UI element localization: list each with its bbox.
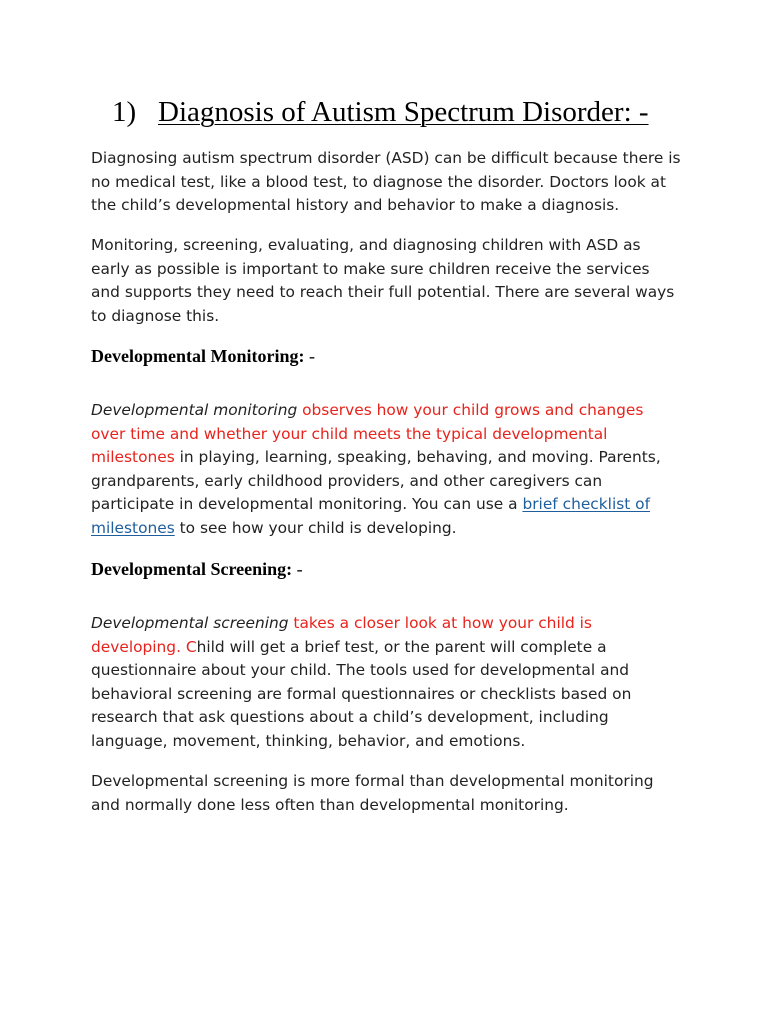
monitoring-heading-suffix: - bbox=[304, 346, 315, 366]
screening-heading bbox=[91, 557, 303, 581]
monitoring-highlight: observes how your child grows and changes over time and whether your child meets the typical developmental milestones bbox=[91, 401, 644, 466]
screening-heading-text: Developmental Screening: bbox=[91, 559, 293, 579]
screening-heading-suffix: - bbox=[292, 559, 303, 579]
screening-text: hild will get a brief test, or the parent will complete a questionnaire about your child. The tools used for developmental and behavioral screening are formal questionnaires or checklists based on research that ask questions about a child’s development, including language, movement, thinking, behavior, and emotions. bbox=[91, 637, 632, 750]
screening-term: Developmental screening bbox=[91, 614, 289, 632]
screening-highlight: takes a closer look at how your child is developing. C bbox=[91, 614, 592, 656]
intro-paragraph-2: Monitoring, screening, evaluating, and diagnosing children with ASD as early as possible is important to make sure children receive the services and supports they need to reach their full potential. There are several ways to diagnose this. bbox=[91, 236, 675, 325]
title-text: Diagnosis of Autism Spectrum Disorder: - bbox=[158, 96, 649, 128]
monitoring-term: Developmental monitoring bbox=[91, 401, 298, 419]
monitoring-heading bbox=[91, 344, 315, 368]
screening-paragraph bbox=[91, 612, 681, 753]
screening-comparison-paragraph: Developmental screening is more formal than developmental monitoring and normally done less often than developmental monitoring. bbox=[91, 772, 654, 814]
milestones-checklist-link[interactable]: brief checklist of milestones bbox=[91, 495, 650, 537]
monitoring-text: in playing, learning, speaking, behaving, and moving. Parents, grandparents, early childhood providers, and other caregivers can participate in developmental monitoring. You can use a bbox=[91, 448, 661, 513]
monitoring-text-end: to see how your child is developing. bbox=[174, 518, 457, 537]
title-number: 1) bbox=[112, 96, 137, 128]
intro-paragraph-1: Diagnosing autism spectrum disorder (ASD) can be difficult because there is no medical test, like a blood test, to diagnose the disorder. Doctors look at the child’s developmental history and behavior to make a diagnosis. bbox=[91, 149, 681, 214]
page-title bbox=[112, 94, 649, 130]
monitoring-paragraph bbox=[91, 399, 681, 540]
monitoring-heading-text: Developmental Monitoring: bbox=[91, 346, 305, 366]
